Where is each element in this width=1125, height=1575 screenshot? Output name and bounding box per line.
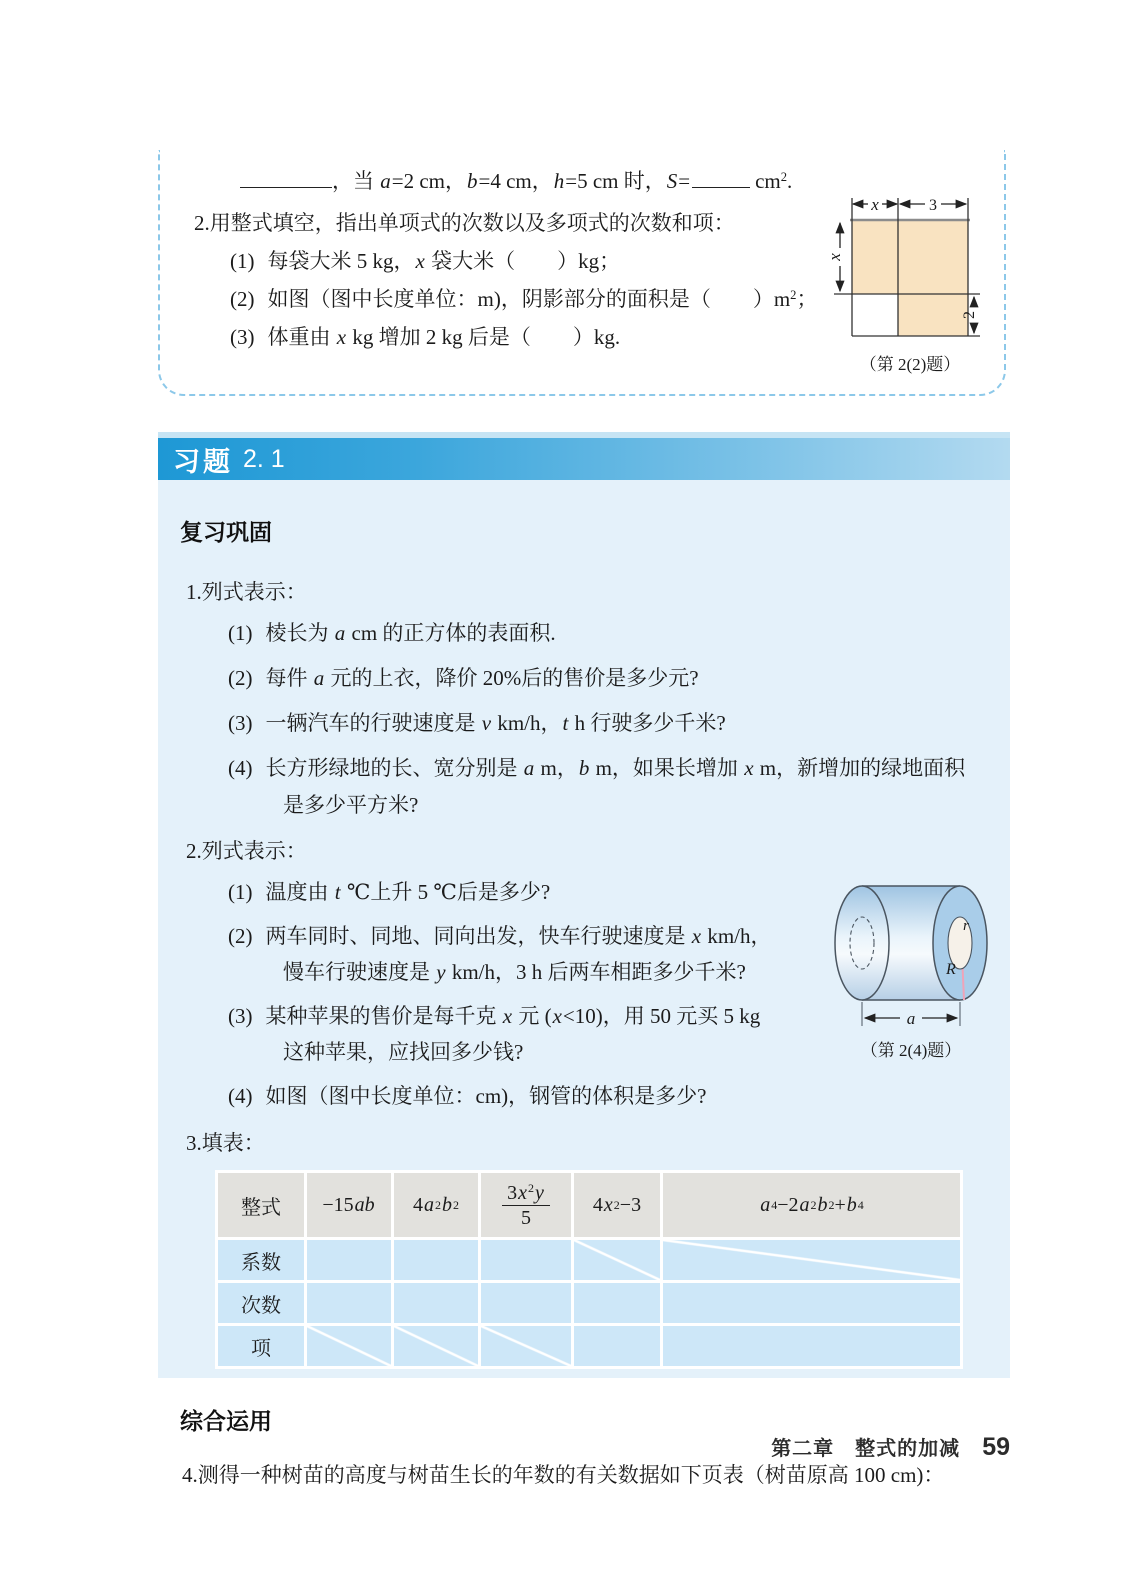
outer-radius-label: R xyxy=(946,961,956,978)
list-item xyxy=(228,750,1000,824)
table-cell xyxy=(663,1240,960,1280)
section-heading-comprehensive: 综合运用 xyxy=(180,1408,272,1434)
list-item xyxy=(228,1078,868,1114)
table-cell xyxy=(307,1283,391,1323)
table-cell xyxy=(481,1283,571,1323)
list-item xyxy=(230,323,830,352)
table-cell xyxy=(307,1240,391,1280)
item-label: (3) xyxy=(228,711,253,735)
problem-1-items xyxy=(228,615,1000,824)
item-text: 棱长为 a cm 的正方体的表面积. xyxy=(265,621,556,645)
table-cell xyxy=(574,1283,660,1323)
page-footer xyxy=(771,1432,1010,1462)
figure-caption: （第 2(2)题） xyxy=(859,355,961,374)
table-header-cell xyxy=(481,1173,571,1237)
problem-number: 4. xyxy=(182,1463,198,1487)
item-text: 如图（图中长度单位：m)，阴影部分的面积是（ ）$m^2$； xyxy=(267,287,818,311)
table-cell xyxy=(663,1283,960,1323)
table-cell xyxy=(663,1326,960,1366)
review-continuation-box xyxy=(158,150,1006,396)
table-cell xyxy=(394,1240,478,1280)
item-text: 一辆汽车的行驶速度是 v km/h，t h 行驶多少千米? xyxy=(265,711,726,735)
table-header-cell: 4 x 2 −3 xyxy=(574,1173,660,1237)
problem-number: 2. xyxy=(194,211,210,235)
blank-underline xyxy=(240,172,332,188)
problem-text: 列式表示： xyxy=(201,839,307,863)
item-label: (1) xyxy=(230,249,255,273)
width-label-x: x xyxy=(871,195,879,214)
table-cell xyxy=(481,1326,571,1366)
problem-4-heading xyxy=(182,1460,1010,1490)
height-label-x: x xyxy=(825,253,844,261)
table-header-cell: 整式 xyxy=(218,1173,304,1237)
item-text: 体重由 x kg 增加 2 kg 后是（ ）kg. xyxy=(267,325,621,349)
problem-text: 测得一种树苗的高度与树苗生长的年数的有关数据如下页表（树苗原高 100 cm)： xyxy=(197,1463,945,1487)
table-header-cell: −15 ab xyxy=(307,1173,391,1237)
table-cell xyxy=(394,1326,478,1366)
list-item xyxy=(228,615,1000,652)
item-label: (4) xyxy=(228,756,253,780)
fraction xyxy=(502,1182,550,1229)
problem-number: 1. xyxy=(186,580,202,604)
fraction-denominator: 5 xyxy=(521,1206,531,1229)
problem-text: 填表： xyxy=(201,1131,265,1155)
list-item xyxy=(228,660,1000,697)
problem-number: 3. xyxy=(186,1131,202,1155)
exercise-banner xyxy=(158,432,1010,480)
item-text: 温度由 t ℃上升 5 ℃后是多少? xyxy=(265,880,551,904)
item-text: 每袋大米 5 kg，x 袋大米（ ）kg； xyxy=(267,249,621,273)
problem-2-items xyxy=(230,247,830,352)
item-label: (3) xyxy=(230,325,255,349)
problem-number: 2. xyxy=(186,839,202,863)
item-text: 如图（图中长度单位：cm)，钢管的体积是多少? xyxy=(265,1084,707,1108)
problem-text: 用整式填空，指出单项式的次数以及多项式的次数和项： xyxy=(209,211,735,235)
height-label-2: 2 xyxy=(961,311,978,319)
item-label: (2) xyxy=(228,666,253,690)
section-heading-review: 复习巩固 xyxy=(180,519,272,545)
item-label: (3) xyxy=(228,1004,253,1028)
table-header-cell: 4 a 2 b 2 xyxy=(394,1173,478,1237)
list-item xyxy=(228,918,868,990)
list-item xyxy=(230,285,830,314)
exercise-banner-number: 2. 1 xyxy=(243,444,285,473)
fraction-numerator: $3x^2y$ xyxy=(502,1182,550,1206)
table-row-label: 次数 xyxy=(218,1283,304,1323)
table-cell xyxy=(574,1240,660,1280)
pipe-left-face xyxy=(835,886,889,1000)
problem-2-heading xyxy=(186,836,1010,866)
inner-radius-label: r xyxy=(963,918,969,934)
q1-completion-unit: $cm^2$. xyxy=(755,169,793,193)
width-label-3: 3 xyxy=(929,197,937,214)
item-label: (2) xyxy=(230,287,255,311)
table-cell xyxy=(394,1283,478,1323)
item-label: (1) xyxy=(228,880,253,904)
blank-underline xyxy=(692,172,750,188)
q1-completion-text: ，当 a=2 cm，b=4 cm，h=5 cm 时，S= xyxy=(332,169,691,193)
chapter-title: 第二章 整式的加减 xyxy=(771,1438,961,1460)
shaded-cell xyxy=(898,294,968,336)
steel-pipe-figure xyxy=(818,874,994,1064)
list-item xyxy=(230,247,830,276)
length-label: a xyxy=(906,1009,916,1028)
table-row-label: 项 xyxy=(218,1326,304,1366)
item-text: 长方形绿地的长、宽分别是 a m，b m，如果长增加 x m，新增加的绿地面积 是多少平方米? xyxy=(265,756,966,817)
list-item xyxy=(228,705,1000,742)
shaded-cell xyxy=(852,220,898,294)
table-row-label: 系数 xyxy=(218,1240,304,1280)
item-text: 两车同时、同地、同向出发，快车行驶速度是 x km/h， 慢车行驶速度是 y km/h，3 h 后两车相距多少千米? xyxy=(265,924,772,984)
rectangle-area-figure xyxy=(822,190,982,385)
page-number: 59 xyxy=(982,1433,1010,1461)
table-cell xyxy=(574,1326,660,1366)
figure-caption: （第 2(4)题） xyxy=(860,1041,962,1060)
shaded-cell xyxy=(898,220,968,294)
fill-table xyxy=(215,1170,963,1369)
problem-1-heading xyxy=(186,577,1010,607)
item-label: (1) xyxy=(228,621,253,645)
item-text: 每件 a 元的上衣，降价 20%后的售价是多少元? xyxy=(265,666,699,690)
problem-text: 列式表示： xyxy=(201,580,307,604)
problem-2-block xyxy=(158,836,1010,1114)
item-label: (2) xyxy=(228,924,253,948)
table-header-cell: a 4 −2 a 2 b 2 + b 4 xyxy=(663,1173,960,1237)
item-text: 某种苹果的售价是每千克 x 元 (x<10)，用 50 元买 5 kg 这种苹果，应找回多少钱? xyxy=(265,1004,761,1064)
problem-3-heading xyxy=(186,1128,1010,1158)
item-label: (4) xyxy=(228,1084,253,1108)
list-item xyxy=(228,874,868,910)
table-cell xyxy=(307,1326,391,1366)
list-item xyxy=(228,998,868,1070)
problem-2-items xyxy=(228,874,868,1114)
table-cell xyxy=(481,1240,571,1280)
exercise-banner-title: 习题 xyxy=(173,446,233,477)
